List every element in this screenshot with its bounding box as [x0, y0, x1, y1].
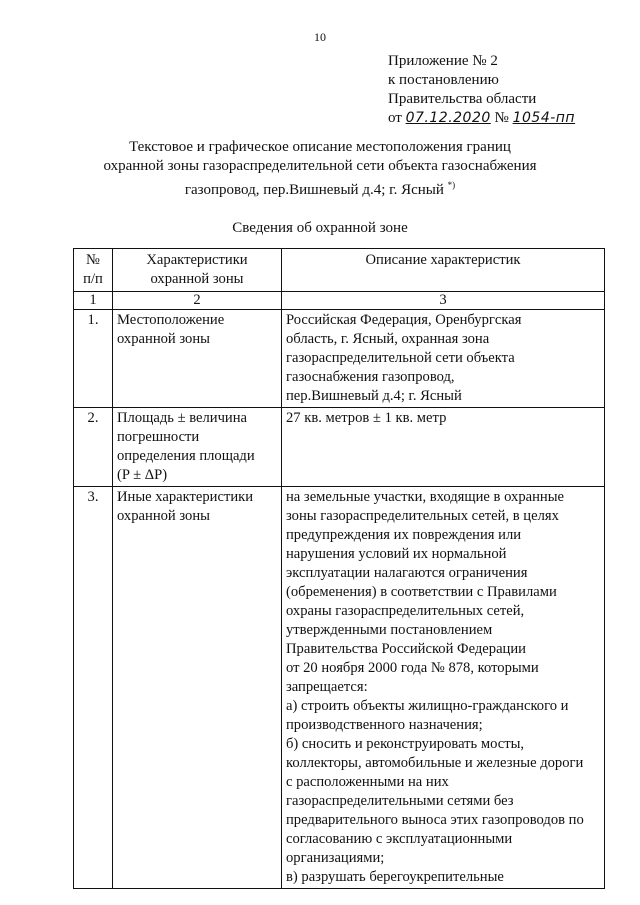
date-prefix: от [388, 110, 402, 126]
description-line: (обременения) в соответствии с Правилами [286, 584, 557, 600]
description-line: газораспределительной сети объекта [286, 350, 515, 366]
appendix-header [388, 52, 575, 128]
header-description: Описание характеристик [282, 249, 605, 292]
description-line: утвержденными постановлением [286, 622, 493, 638]
page-number: 10 [314, 30, 326, 44]
table-header-row [74, 249, 605, 292]
appendix-line-government: Правительства области [388, 91, 537, 107]
description-line: Российская Федерация, Оренбургская [286, 312, 522, 328]
description-line: коллекторы, автомобильные и железные дороги [286, 755, 584, 771]
header-num [74, 249, 113, 292]
title-line-3-text: газопровод, пер.Вишневый д.4; г. Ясный [184, 182, 444, 198]
header-num-line-2: п/п [83, 271, 103, 287]
characteristic-line: определения площади [117, 448, 255, 464]
description-line: Правительства Российской Федерации [286, 641, 526, 657]
description-line: пер.Вишневый д.4; г. Ясный [286, 388, 462, 404]
header-characteristic [113, 249, 282, 292]
characteristic-line: Местоположение [117, 312, 225, 328]
description-line: производственного назначения; [286, 717, 483, 733]
description-line: предупреждения их повреждения или [286, 527, 522, 543]
characteristic-line: охранной зоны [117, 331, 210, 347]
description-line: б) сносить и реконструировать мосты, [286, 736, 525, 752]
table-row [74, 487, 605, 889]
document-title [60, 138, 580, 200]
column-number-1: 1 [74, 292, 113, 310]
description-line: запрещается: [286, 679, 368, 695]
table-body [74, 310, 605, 889]
row-number: 2. [74, 408, 113, 487]
description-line: предварительного выноса этих газопроводов по [286, 812, 584, 828]
description-line: охраны газораспределительных сетей, [286, 603, 525, 619]
row-number: 3. [74, 487, 113, 889]
title-line-3 [60, 176, 580, 200]
title-line-2: охранной зоны газораспределительной сети объекта газоснабжения [103, 158, 537, 174]
description-line: от 20 ноября 2000 года № 878, которыми [286, 660, 539, 676]
footnote-mark: *) [447, 180, 456, 190]
characteristic-line: охранной зоны [117, 508, 210, 524]
header-num-line-1: № [86, 252, 100, 268]
row-characteristic [113, 310, 282, 408]
row-number: 1. [74, 310, 113, 408]
column-number-row [74, 292, 605, 310]
table-row [74, 310, 605, 408]
header-characteristic-line-2: охранной зоны [150, 271, 244, 287]
row-description [282, 310, 605, 408]
handwritten-number: 1054-пп [512, 110, 576, 126]
appendix-line-resolution: к постановлению [388, 72, 499, 88]
section-subtitle: Сведения об охранной зоне [232, 220, 408, 236]
protection-zone-table [73, 248, 605, 889]
description-line: а) строить объекты жилищно-гражданского и [286, 698, 569, 714]
row-description [282, 487, 605, 889]
appendix-title: Приложение № 2 [388, 53, 498, 69]
column-number-2: 2 [113, 292, 282, 310]
column-number-3: 3 [282, 292, 605, 310]
characteristic-line: Иные характеристики [117, 489, 254, 505]
appendix-date-line [388, 109, 575, 128]
characteristic-line: Площадь ± величина [117, 410, 248, 426]
description-line: согласованию с эксплуатационными [286, 831, 513, 847]
description-line: область, г. Ясный, охранная зона [286, 331, 490, 347]
characteristic-line: (P ± ΔP) [117, 467, 168, 483]
header-characteristic-line-1: Характеристики [146, 252, 248, 268]
description-line: с расположенными на них [286, 774, 449, 790]
description-line: зоны газораспределительных сетей, в целях [286, 508, 559, 524]
handwritten-date: 07.12.2020 [405, 110, 491, 126]
description-line: газоснабжения газопровод, [286, 369, 455, 385]
description-line: организациями; [286, 850, 385, 866]
description-line: 27 кв. метров ± 1 кв. метр [286, 410, 447, 426]
description-line: на земельные участки, входящие в охранные [286, 489, 565, 505]
title-line-1: Текстовое и графическое описание местоположения границ [129, 139, 511, 155]
description-line: нарушения условий их нормальной [286, 546, 507, 562]
row-characteristic [113, 408, 282, 487]
description-line: в) разрушать берегоукрепительные [286, 869, 504, 885]
row-description [282, 408, 605, 487]
description-line: газораспределительными сетями без [286, 793, 514, 809]
description-line: эксплуатации налагаются ограничения [286, 565, 528, 581]
row-characteristic [113, 487, 282, 889]
number-prefix: № [494, 110, 509, 126]
characteristic-line: погрешности [117, 429, 200, 445]
table-row [74, 408, 605, 487]
